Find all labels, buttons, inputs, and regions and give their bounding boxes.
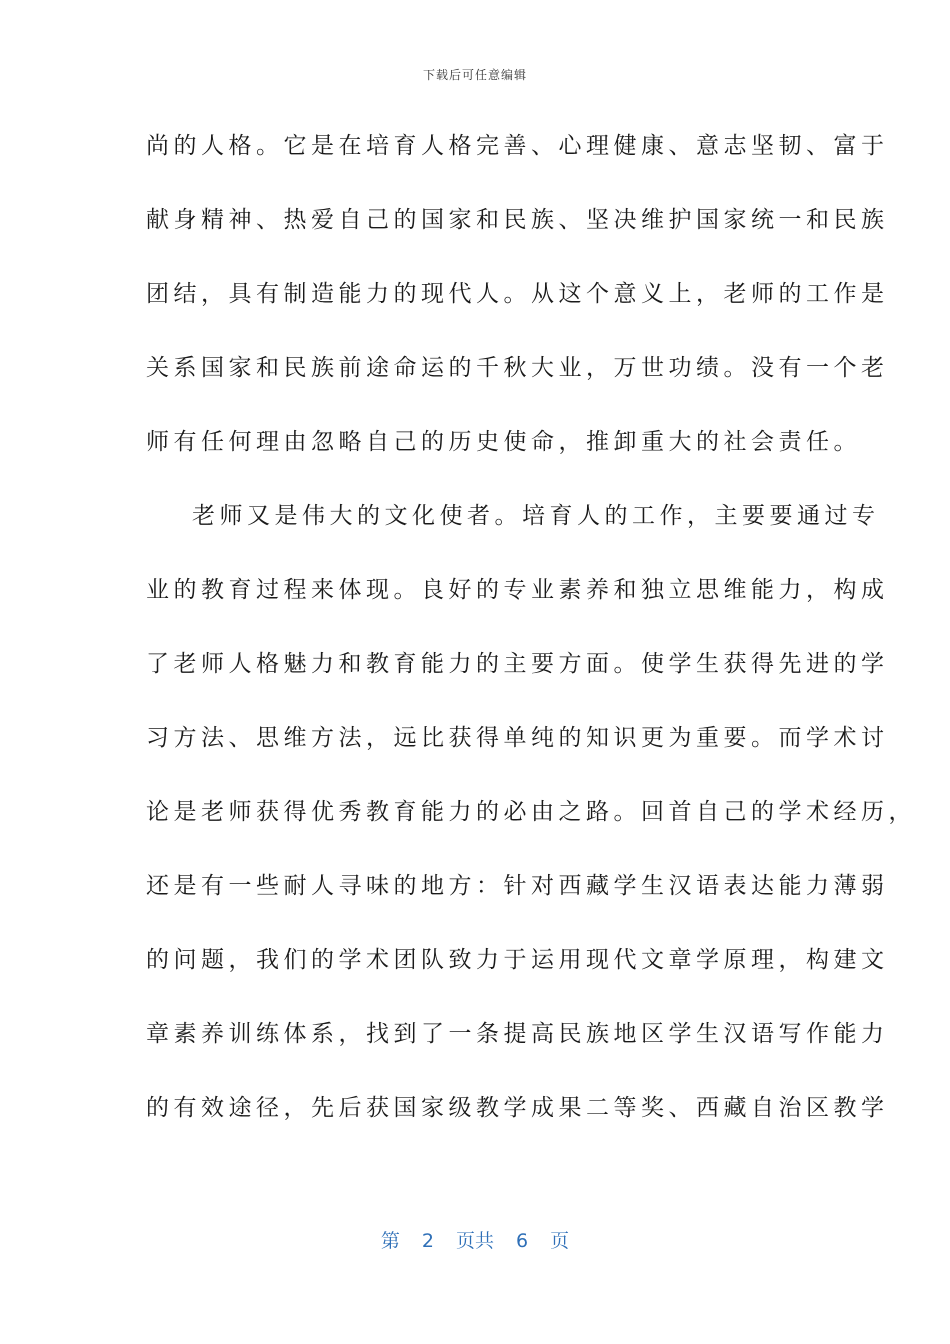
text-line: 献身精神、热爱自己的国家和民族、坚决维护国家统一和民族 [146, 207, 889, 233]
text-line: 论是老师获得优秀教育能力的必由之路。回首自己的学术经历， [146, 799, 916, 825]
footer-prefix: 第 [380, 1230, 400, 1252]
text-line: 团结，具有制造能力的现代人。从这个意义上，老师的工作是 [146, 281, 889, 307]
footer-middle: 页共 [455, 1230, 494, 1252]
text-line: 业的教育过程来体现。良好的专业素养和独立思维能力，构成 [146, 577, 889, 603]
text-line: 习方法、思维方法，远比获得单纯的知识更为重要。而学术讨 [146, 725, 889, 751]
text-line: 的问题，我们的学术团队致力于运用现代文章学原理，构建文 [146, 947, 889, 973]
total-pages-number: 6 [516, 1230, 529, 1252]
text-line: 章素养训练体系，找到了一条提高民族地区学生汉语写作能力 [146, 1021, 889, 1047]
text-line: 关系国家和民族前途命运的千秋大业，万世功绩。没有一个老 [146, 355, 889, 381]
text-line: 尚的人格。它是在培育人格完善、心理健康、意志坚韧、富于 [146, 133, 889, 159]
body-text [146, 124, 916, 1160]
current-page-number: 2 [421, 1230, 434, 1252]
page-footer [0, 1226, 950, 1253]
header-note: 下载后可任意编辑 [422, 68, 527, 82]
text-line: 师有任何理由忽略自己的历史使命，推卸重大的社会责任。 [146, 429, 861, 455]
paragraph-start-line: 老师又是伟大的文化使者。培育人的工作，主要要通过专 [192, 503, 880, 529]
text-line: 了老师人格魅力和教育能力的主要方面。使学生获得先进的学 [146, 651, 889, 677]
text-line: 还是有一些耐人寻味的地方：针对西藏学生汉语表达能力薄弱 [146, 873, 889, 899]
text-line: 的有效途径，先后获国家级教学成果二等奖、西藏自治区教学 [146, 1095, 889, 1121]
footer-suffix: 页 [550, 1230, 570, 1252]
